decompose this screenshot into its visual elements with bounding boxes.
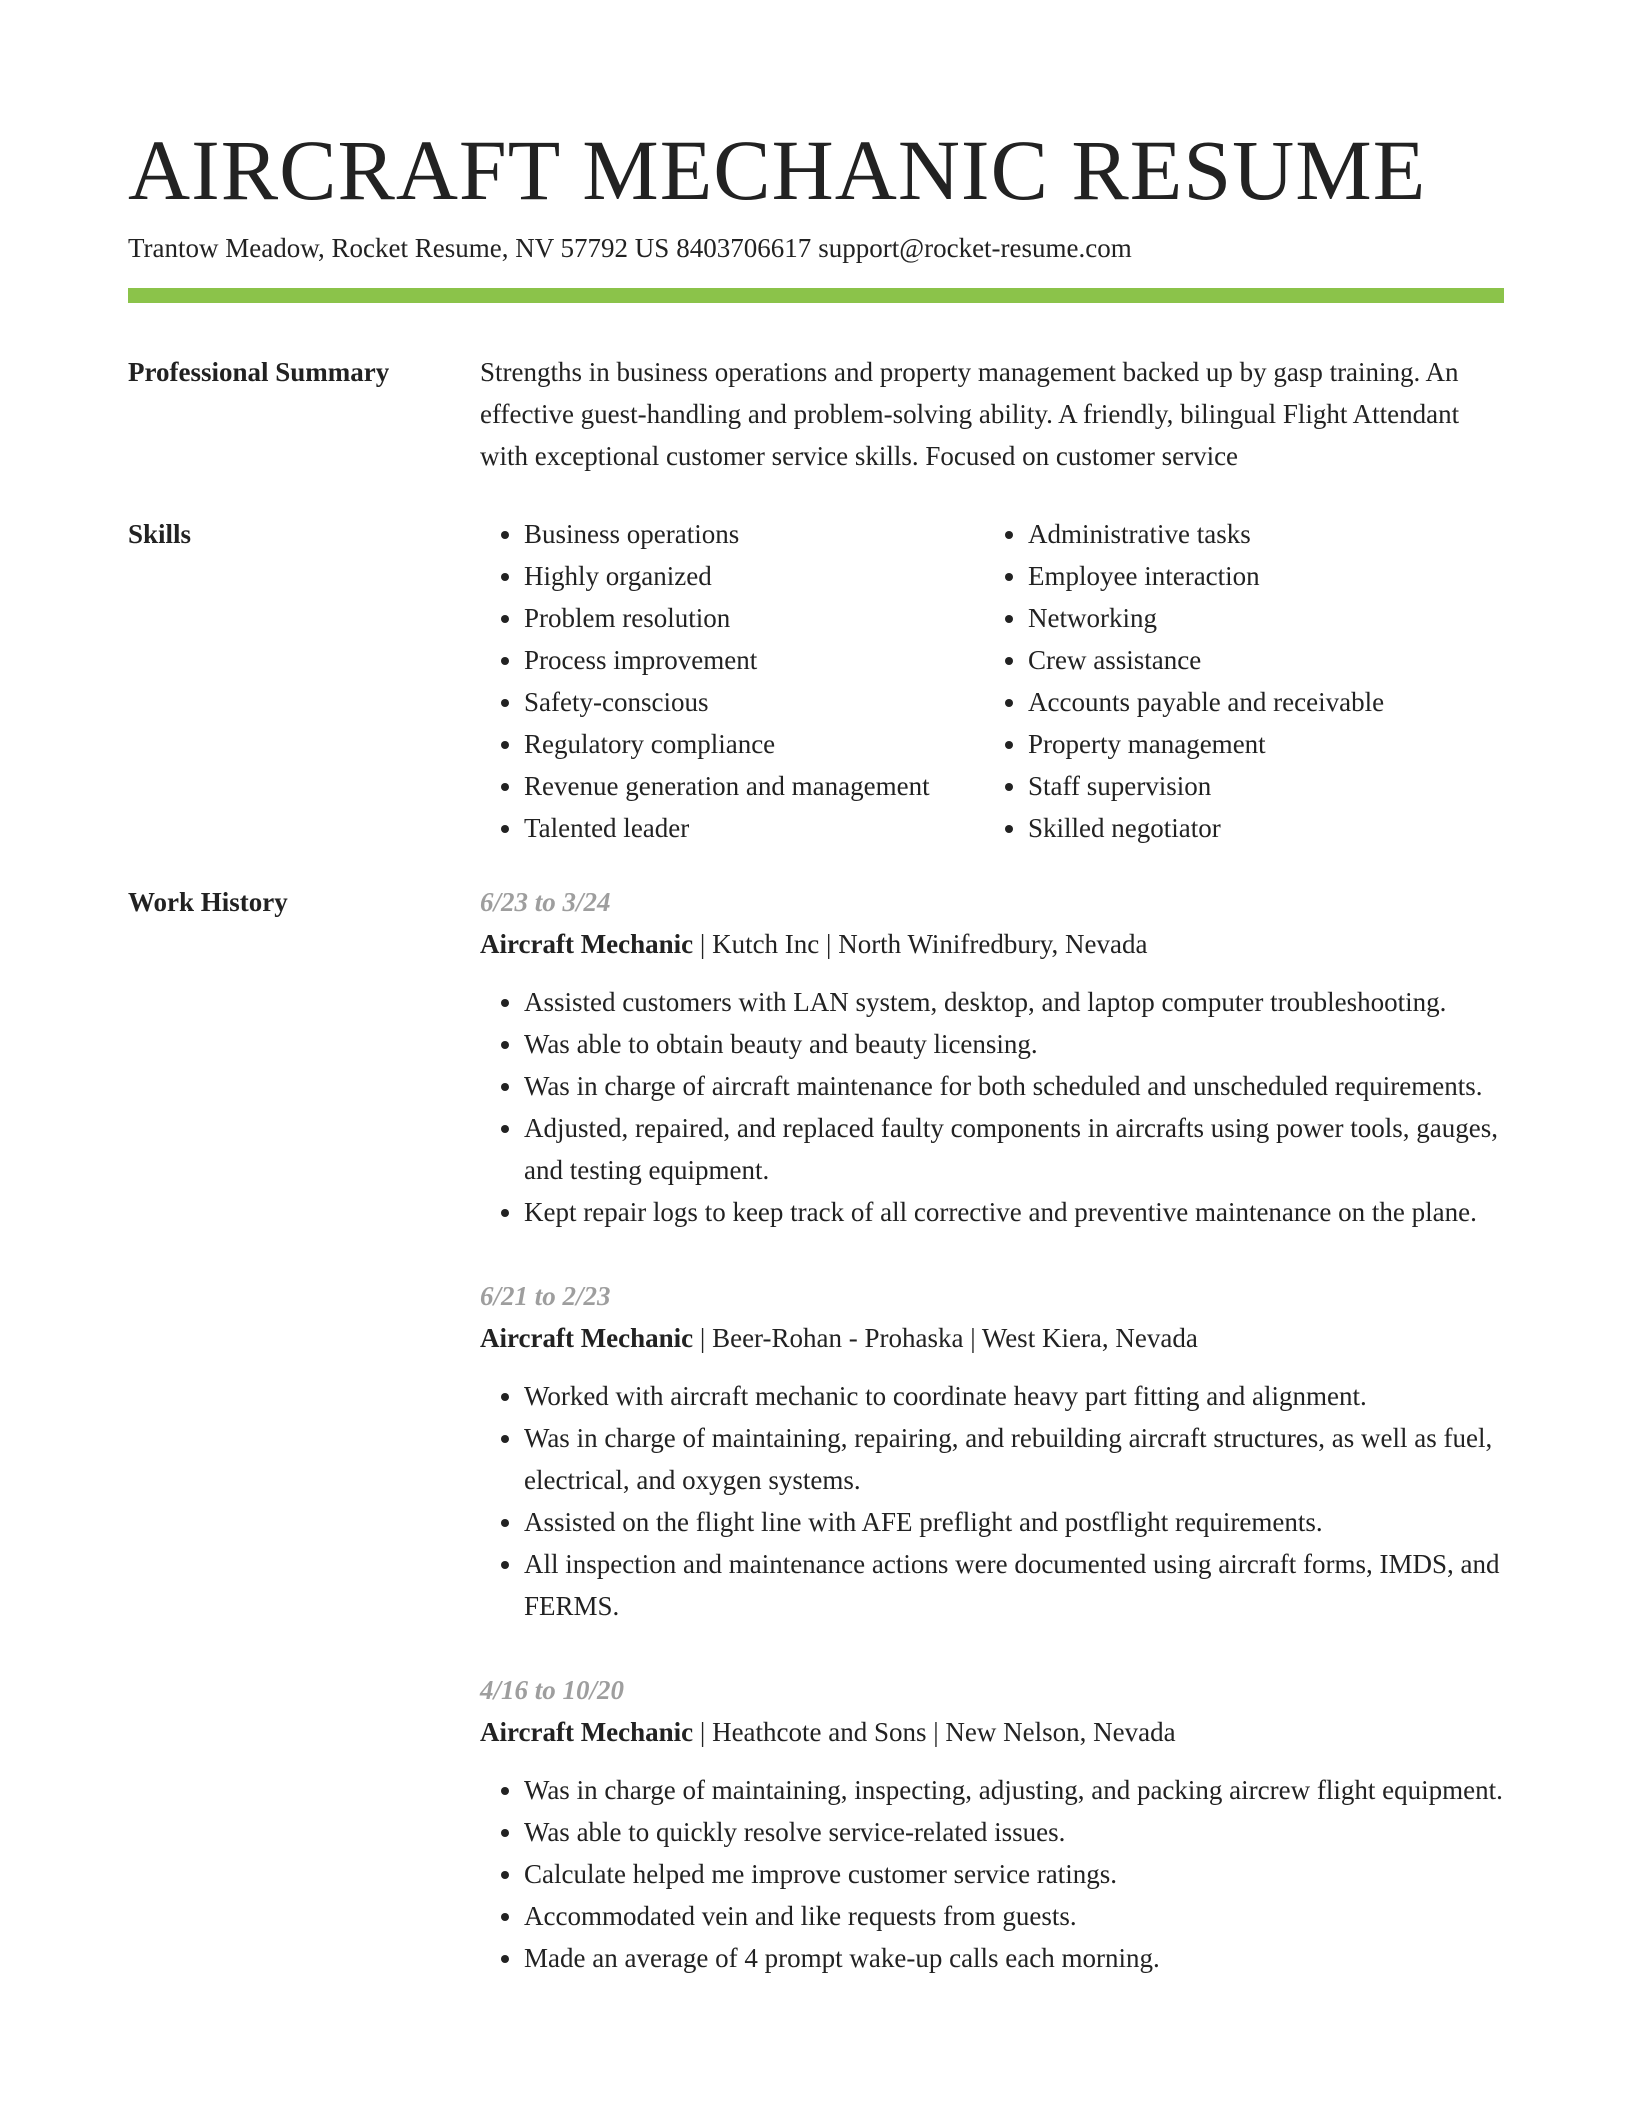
job-company-location: | Heathcote and Sons | New Nelson, Nevada [693, 1717, 1176, 1747]
skill-item: • Employee interaction [1028, 555, 1384, 597]
skill-item: • Problem resolution [524, 597, 984, 639]
skill-item: • Regulatory compliance [524, 723, 984, 765]
job-heading [480, 1711, 1504, 1753]
skills-body [480, 513, 1504, 849]
job-date: 6/23 to 3/24 [480, 887, 611, 917]
job-entry [480, 881, 1504, 1233]
job-date: 4/16 to 10/20 [480, 1675, 625, 1705]
work-history-body [480, 881, 1504, 1979]
header-divider [128, 288, 1504, 303]
skill-item: • Accounts payable and receivable [1028, 681, 1384, 723]
work-history-section [128, 881, 1504, 1979]
contact-address: Trantow Meadow, Rocket Resume, NV 57792 US [128, 233, 670, 263]
summary-section [128, 351, 1504, 477]
job-bullet: • Calculate helped me improve customer service ratings. [524, 1853, 1504, 1895]
resume-title: AIRCRAFT MECHANIC RESUME [128, 122, 1427, 218]
job-heading [480, 923, 1504, 965]
job-bullet: • Made an average of 4 prompt wake-up calls each morning. [524, 1937, 1504, 1979]
contact-email: support@rocket-resume.com [818, 233, 1132, 263]
job-bullet: • Assisted customers with LAN system, desktop, and laptop computer troubleshooting. [524, 981, 1504, 1023]
contact-phone: 8403706617 [676, 233, 812, 263]
skill-item: • Property management [1028, 723, 1384, 765]
skill-item: • Process improvement [524, 639, 984, 681]
job-title: Aircraft Mechanic [480, 1323, 694, 1353]
job-company-location: | Kutch Inc | North Winifredbury, Nevada [693, 929, 1148, 959]
job-bullets [480, 1375, 1504, 1627]
skill-item: • Networking [1028, 597, 1384, 639]
resume-page [128, 120, 1504, 1979]
skill-item: • Skilled negotiator [1028, 807, 1384, 849]
skill-item: • Safety-conscious [524, 681, 984, 723]
job-bullet: • Worked with aircraft mechanic to coordinate heavy part fitting and alignment. [524, 1375, 1504, 1417]
job-company-location: | Beer-Rohan - Prohaska | West Kiera, Nevada [693, 1323, 1198, 1353]
job-heading [480, 1317, 1504, 1359]
skill-item: • Highly organized [524, 555, 984, 597]
job-bullet: • Accommodated vein and like requests from guests. [524, 1895, 1504, 1937]
job-entry [480, 1275, 1504, 1627]
skill-item: • Administrative tasks [1028, 513, 1384, 555]
job-bullet: • Kept repair logs to keep track of all corrective and preventive maintenance on the plane. [524, 1191, 1504, 1233]
summary-label: Professional Summary [128, 357, 390, 387]
work-history-label: Work History [128, 887, 288, 917]
skills-label: Skills [128, 519, 192, 549]
contact-line [128, 230, 1504, 266]
job-bullets [480, 1769, 1504, 1979]
job-bullet: • Assisted on the flight line with AFE preflight and postflight requirements. [524, 1501, 1504, 1543]
skills-column-2 [984, 513, 1384, 849]
skill-item: • Staff supervision [1028, 765, 1384, 807]
skill-item: • Talented leader [524, 807, 984, 849]
job-bullet: • Adjusted, repaired, and replaced faulty components in aircrafts using power tools, gauges, and testing equipment. [524, 1107, 1504, 1191]
summary-text: Strengths in business operations and property management backed up by gasp training. An effective guest-handling and problem-solving ability. A friendly, bilingual Flight Attendant with exceptional customer service skills. Focused on customer service [480, 357, 1460, 471]
skill-item: • Business operations [524, 513, 984, 555]
skills-column-1 [480, 513, 984, 849]
skill-item: • Revenue generation and management [524, 765, 984, 807]
job-title: Aircraft Mechanic [480, 1717, 694, 1747]
summary-body [480, 351, 1504, 477]
skill-item: • Crew assistance [1028, 639, 1384, 681]
job-bullet: • Was able to obtain beauty and beauty licensing. [524, 1023, 1504, 1065]
skills-section [128, 513, 1504, 849]
job-bullet: • Was in charge of maintaining, repairing, and rebuilding aircraft structures, as well as fuel, electrical, and oxygen systems. [524, 1417, 1504, 1501]
job-bullets [480, 981, 1504, 1233]
job-entry [480, 1669, 1504, 1979]
job-bullet: • Was in charge of maintaining, inspecting, adjusting, and packing aircrew flight equipment. [524, 1769, 1504, 1811]
job-date: 6/21 to 2/23 [480, 1281, 611, 1311]
job-bullet: • All inspection and maintenance actions were documented using aircraft forms, IMDS, and FERMS. [524, 1543, 1504, 1627]
job-title: Aircraft Mechanic [480, 929, 694, 959]
job-bullet: • Was able to quickly resolve service-related issues. [524, 1811, 1504, 1853]
job-bullet: • Was in charge of aircraft maintenance for both scheduled and unscheduled requirements. [524, 1065, 1504, 1107]
